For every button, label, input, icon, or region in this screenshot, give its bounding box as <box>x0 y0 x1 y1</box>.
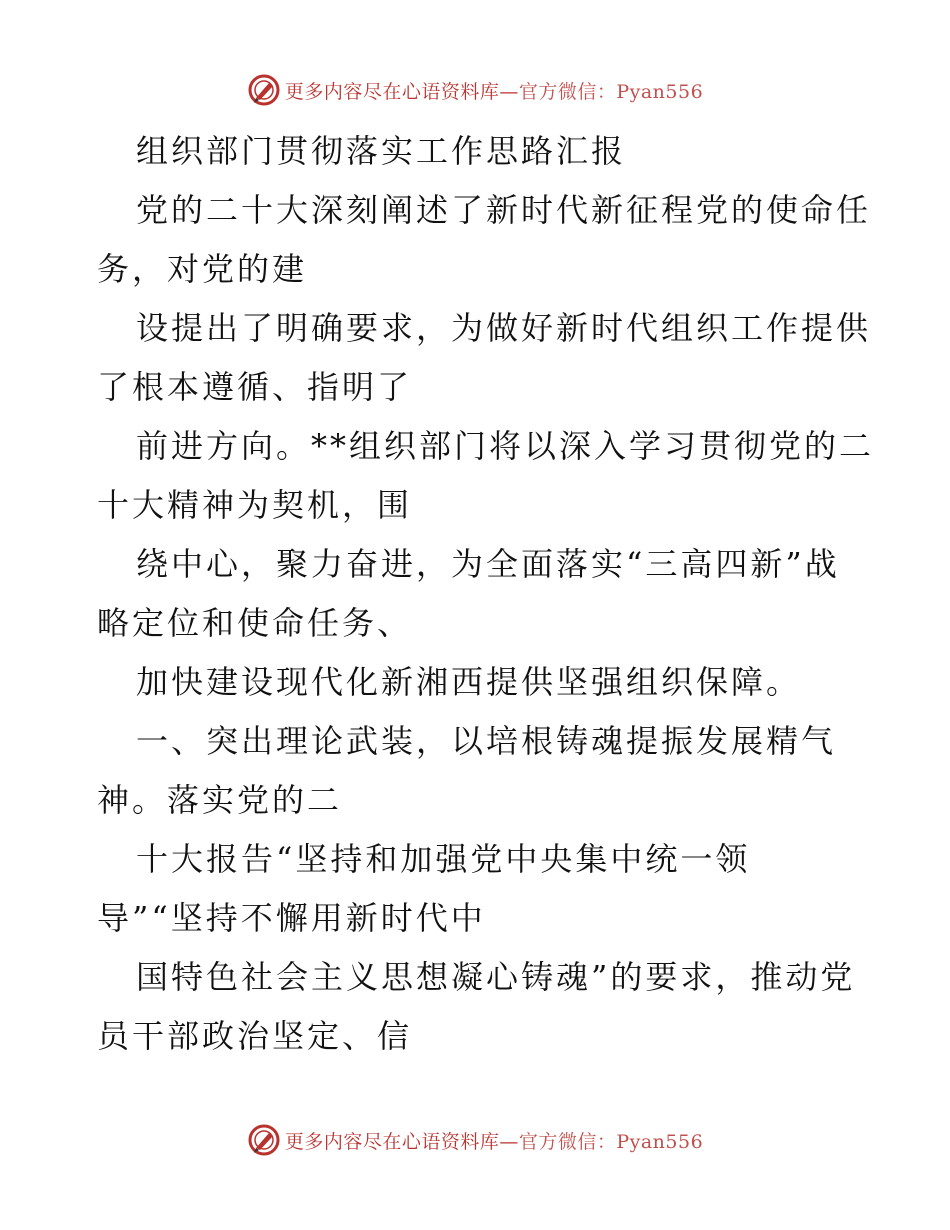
paragraph-line: 十大报告“坚持和加强党中央集中统一领 <box>136 840 751 878</box>
section-heading-line: 一、突出理论武装，以培根铸魂提振发展精气 <box>136 722 837 760</box>
footer-slogan-text: 更多内容尽在心语资料库— <box>284 1130 519 1153</box>
paragraph-line: 十大精神为契机，围 <box>97 486 413 524</box>
footer-contact: 官方微信：Pyan556 <box>518 1130 704 1153</box>
paragraph-line: 国特色社会主义思想凝心铸魂”的要求，推动党 <box>136 958 856 996</box>
paragraph-line: 员干部政治坚定、信 <box>97 1017 413 1055</box>
document-body <box>97 122 875 1066</box>
paragraph-line: 前进方向。**组织部门将以深入学习贯彻党的二 <box>136 427 875 465</box>
paragraph-line: 绕中心，聚力奋进，为全面落实“三高四新”战 <box>136 545 840 583</box>
paragraph-line: 党的二十大深刻阐述了新时代新征程党的使命任 <box>136 191 872 229</box>
paragraph-line: 了根本遵循、指明了 <box>97 368 413 406</box>
paragraph-line: 神。落实党的二 <box>97 781 343 819</box>
paragraph-line: 略定位和使命任务、 <box>97 604 413 642</box>
pen-nib-logo-icon <box>247 1123 281 1157</box>
paragraph-line: 导”“坚持不懈用新时代中 <box>97 899 486 937</box>
header-slogan-text: 更多内容尽在心语资料库— <box>284 80 519 103</box>
footer-slogan <box>285 1127 703 1154</box>
pen-nib-logo-icon <box>247 73 281 107</box>
header-banner <box>0 70 950 110</box>
paragraph-line: 设提出了明确要求，为做好新时代组织工作提供 <box>136 309 872 347</box>
footer-banner <box>0 1120 950 1160</box>
header-slogan <box>285 77 703 104</box>
paragraph-line: 加快建设现代化新湘西提供坚强组织保障。 <box>136 663 802 701</box>
paragraph-line: 务，对党的建 <box>97 250 308 288</box>
header-contact: 官方微信：Pyan556 <box>518 80 704 103</box>
document-title: 组织部门贯彻落实工作思路汇报 <box>136 132 627 170</box>
